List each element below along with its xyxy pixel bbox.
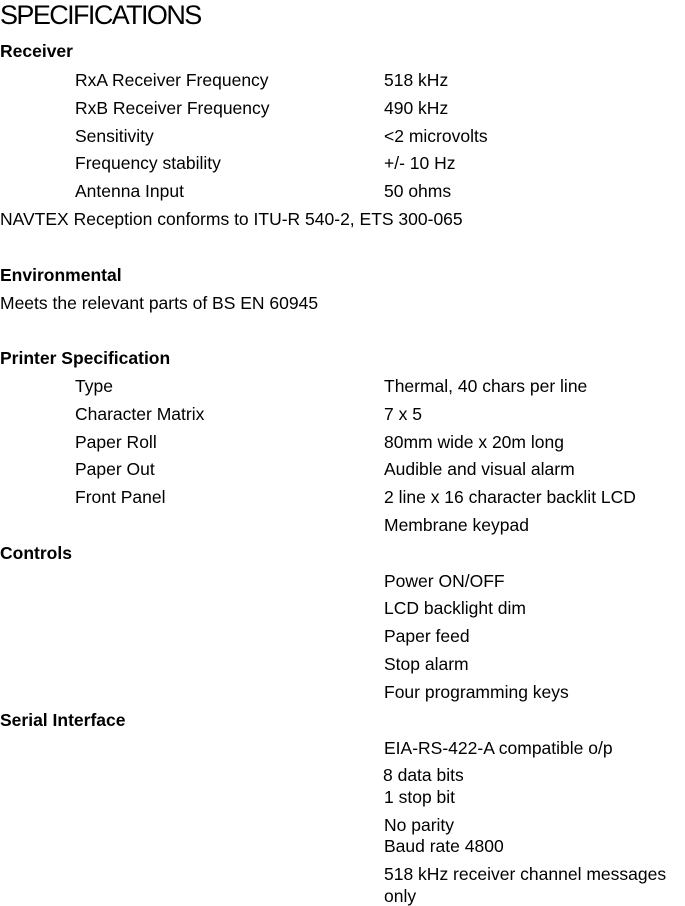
receiver-heading: Receiver: [0, 41, 73, 61]
spec-label: Paper Out: [75, 459, 155, 479]
environmental-heading: Environmental: [0, 265, 122, 285]
spec-label: Sensitivity: [75, 126, 154, 146]
serial-item: 518 kHz receiver channel messages: [384, 864, 667, 884]
serial-item: No parity: [384, 815, 455, 835]
spec-value: +/- 10 Hz: [384, 153, 456, 173]
spec-value: Audible and visual alarm: [384, 459, 575, 479]
serial-item: only: [384, 886, 417, 906]
spec-value: 50 ohms: [384, 181, 452, 201]
control-item: Power ON/OFF: [384, 571, 505, 591]
spec-value: 80mm wide x 20m long: [384, 432, 564, 452]
spec-value: 518 kHz: [384, 70, 449, 90]
controls-heading: Controls: [0, 543, 72, 563]
serial-item: 8 data bits: [383, 765, 464, 785]
control-item: Four programming keys: [384, 682, 569, 702]
spec-value: 490 kHz: [384, 98, 449, 118]
serial-heading: Serial Interface: [0, 710, 126, 730]
control-item: Paper feed: [384, 626, 470, 646]
spec-label: Antenna Input: [75, 181, 184, 201]
spec-value: <2 microvolts: [384, 126, 488, 146]
spec-label: RxA Receiver Frequency: [75, 70, 269, 90]
spec-value: Thermal, 40 chars per line: [384, 376, 588, 396]
control-item: LCD backlight dim: [384, 598, 526, 618]
serial-item: 1 stop bit: [384, 787, 456, 807]
environmental-text: Meets the relevant parts of BS EN 60945: [0, 293, 319, 313]
spec-label: Frequency stability: [75, 153, 221, 173]
printer-heading: Printer Specification: [0, 348, 171, 368]
spec-label: Front Panel: [75, 487, 166, 507]
serial-item: EIA-RS-422-A compatible o/p: [384, 738, 613, 758]
receiver-note: NAVTEX Reception conforms to ITU-R 540-2, ETS 300-065: [0, 209, 463, 229]
spec-label: RxB Receiver Frequency: [75, 98, 270, 118]
spec-value: Membrane keypad: [384, 515, 529, 535]
page-title: SPECIFICATIONS: [0, 0, 201, 30]
serial-item: Baud rate 4800: [384, 836, 504, 856]
spec-label: Paper Roll: [75, 432, 157, 452]
spec-label: Character Matrix: [75, 404, 205, 424]
control-item: Stop alarm: [384, 654, 469, 674]
spec-value: 2 line x 16 character backlit LCD: [384, 487, 636, 507]
spec-value: 7 x 5: [384, 404, 422, 424]
spec-label: Type: [75, 376, 113, 396]
